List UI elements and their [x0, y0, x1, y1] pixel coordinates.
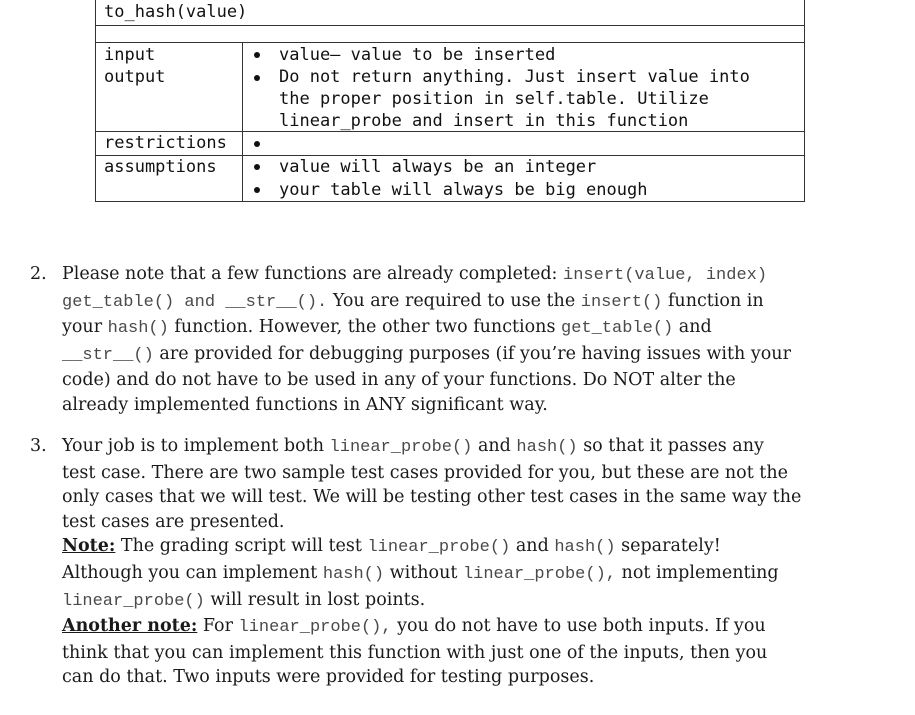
label-input: input	[104, 45, 156, 65]
code-get-table: get_table()	[62, 292, 175, 312]
item-2-text: function. However, the other two functions	[168, 317, 561, 338]
bullet-assumptions-1	[254, 164, 260, 170]
item-2-text: You are required to use the	[327, 290, 581, 311]
table-border-right	[804, 0, 805, 202]
output-line-2: the proper position in self.table. Utilize	[279, 89, 709, 109]
code-get-table: get_table()	[561, 319, 674, 339]
table-border-header-bottom	[95, 25, 805, 26]
item-2-text: are provided for debugging purposes (if you’re having issues with your code) and do not have to be used in any of your functions. Do NOT alter the already implemented functions in ANY significant way.	[62, 343, 791, 415]
code-linear-probe: linear_probe()	[62, 591, 205, 611]
code-insert-value-index: insert(value, index)	[563, 266, 768, 285]
output-line-3: linear_probe and insert in this function	[279, 111, 689, 131]
table-border-bottom	[95, 201, 805, 202]
another-note-text: For	[197, 616, 239, 637]
note-text: The grading script will test	[115, 536, 368, 557]
code-hash: hash()	[554, 538, 616, 558]
table-header-signature: to_hash(value)	[104, 2, 248, 22]
another-note-label: Another note:	[62, 616, 198, 637]
table-column-divider	[242, 42, 243, 202]
label-assumptions: assumptions	[104, 157, 217, 177]
code-linear-probe: linear_probe()	[367, 538, 511, 558]
assumption-2: your table will always be big enough	[279, 180, 648, 200]
code-hash: hash()	[516, 438, 578, 457]
item-2-number: 2.	[30, 264, 47, 284]
note-text: and	[510, 536, 555, 557]
bullet-restrictions	[254, 141, 260, 147]
note-text: will result in lost points.	[204, 589, 426, 610]
input-description: value– value to be inserted	[279, 45, 556, 65]
note-label: Note:	[62, 536, 116, 557]
item-2-and: and	[174, 292, 226, 312]
note-text: not implementing	[615, 562, 779, 583]
item-2-paragraph	[62, 262, 802, 418]
assumption-1: value will always be an integer	[279, 157, 597, 177]
code-hash: hash()	[322, 564, 385, 584]
bullet-assumptions-2	[254, 187, 260, 193]
code-linear-probe: linear_probe(),	[238, 618, 392, 638]
code-linear-probe: linear_probe(),	[462, 564, 616, 584]
output-line-1: Do not return anything. Just insert value into	[279, 67, 750, 87]
item-3-text: so that it passes any test case. There are two sample test cases provided for you, but these are not the only cases that we will test. We will be testing other test cases in the same way the test cases are presented.	[62, 436, 802, 532]
item-3-text: and	[472, 436, 517, 456]
note-text: separately! Although you can implement	[62, 536, 721, 583]
item-2-text: and	[673, 317, 712, 338]
code-linear-probe: linear_probe()	[329, 438, 473, 457]
another-note-text: you do not have to use both inputs. If you think that you can implement this function with just one of the inputs, then you can do that. Two inputs were provided for testing purposes.	[62, 616, 768, 688]
code-str: __str__().	[225, 292, 328, 312]
table-border-left	[95, 0, 96, 202]
bullet-output	[254, 75, 260, 81]
table-border-body-top	[95, 42, 805, 43]
label-output: output	[104, 67, 166, 87]
item-3-number: 3.	[30, 436, 47, 456]
note-text: without	[384, 562, 463, 583]
item-2-text: function in your	[62, 290, 764, 338]
label-restrictions: restrictions	[104, 133, 227, 153]
code-str: __str__()	[62, 345, 154, 365]
item-2-text: Please note that a few functions are already completed:	[62, 264, 564, 284]
code-insert: insert()	[580, 292, 663, 312]
item-3-text: Your job is to implement both	[62, 436, 330, 456]
item-3-paragraph	[62, 434, 802, 690]
bullet-input	[254, 52, 260, 58]
code-hash: hash()	[107, 319, 169, 339]
